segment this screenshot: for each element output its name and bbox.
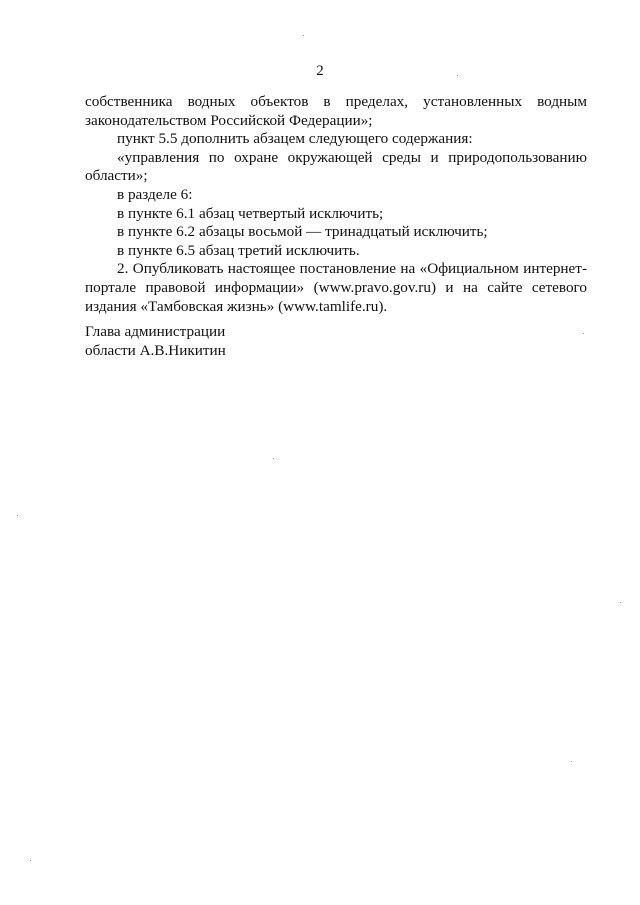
scan-speck: [457, 75, 458, 76]
paragraph-point-6-2: в пункте 6.2 абзацы восьмой — тринадцатый исключить;: [117, 223, 488, 241]
scan-speck: [583, 333, 584, 334]
paragraph-publish: 2. Опубликовать настоящее постановление на «Официальном интернет-портале правовой информации» (www.pravo.gov.ru) и на сайте сетевого издания «Тамбовская жизнь» (www.tamlife.ru).: [85, 260, 587, 315]
scan-speck: [273, 458, 274, 459]
signature-block: [85, 323, 335, 360]
paragraph-point-5-5: пункт 5.5 дополнить абзацем следующего содержания:: [117, 130, 473, 148]
scan-speck: [571, 761, 572, 762]
paragraph-point-6-1: в пункте 6.1 абзац четвертый исключить;: [117, 204, 384, 222]
paragraph-quote-management: «управления по охране окружающей среды и природопользованию области»;: [85, 148, 587, 185]
scan-speck: [30, 860, 31, 861]
page-number: 2: [316, 63, 324, 79]
paragraph-point-6-5: в пункте 6.5 абзац третий исключить.: [117, 241, 360, 259]
scan-speck: [620, 602, 621, 603]
signature-title: Глава администрации: [85, 323, 226, 340]
signature-name: области А.В.Никитин: [85, 341, 226, 359]
scan-speck: [303, 35, 304, 36]
scan-speck: [17, 515, 18, 516]
document-body: [85, 93, 587, 316]
paragraph-continuation: собственника водных объектов в пределах, установленных водным законодательством Российской Федерации»;: [85, 93, 587, 129]
paragraph-section-6: в разделе 6:: [117, 185, 193, 203]
